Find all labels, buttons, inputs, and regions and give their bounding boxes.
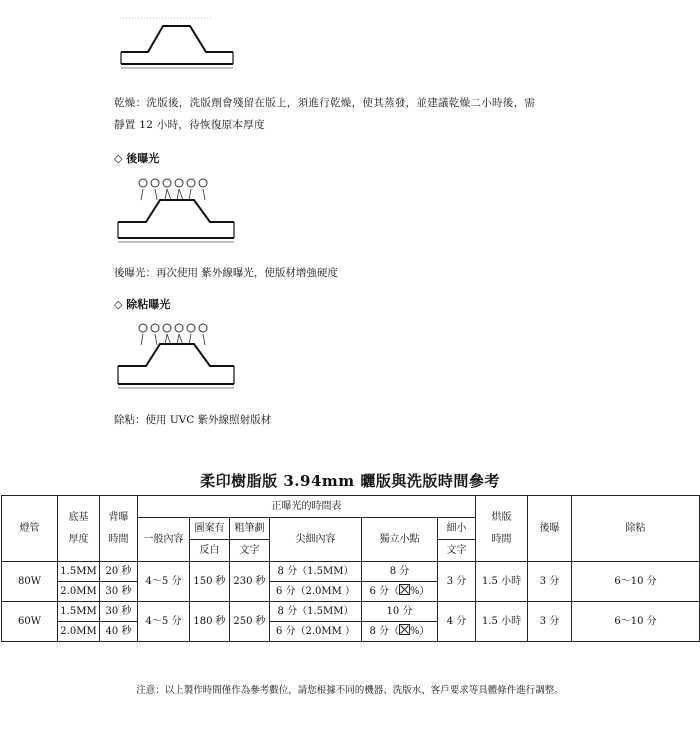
base-cell: 2.0MM <box>58 622 100 642</box>
post-cell: 3 分 <box>528 562 572 602</box>
fine-cell: 8 分（1.5MM） <box>270 562 362 582</box>
post-cell: 3 分 <box>528 602 572 642</box>
crossed-box-icon <box>399 624 410 635</box>
back-cell: 30 秒 <box>100 582 138 602</box>
lamp-cell: 80W <box>2 562 58 602</box>
header-pattern: 圖案有 <box>190 518 230 540</box>
header-detack: 除粘 <box>572 496 700 562</box>
post-exposure-heading: ◇ 後曝光 <box>114 152 160 165</box>
drying-paragraph-line-1: 乾燥：洗版後，洗版劑會殘留在版上，須進行乾燥，使其蒸發，並建議乾燥二小時後，需 <box>114 97 536 109</box>
header-fine: 尖細內容 <box>270 518 362 562</box>
dots-cell: 8 分 <box>362 562 438 582</box>
lamp-cell: 60W <box>2 602 58 642</box>
header-lamp: 燈管 <box>2 496 58 562</box>
post-exposure-caption: 後曝光：再次使用 紫外線曝光，使版材增強硬度 <box>114 267 338 279</box>
table-row <box>2 602 700 622</box>
header-general: 一般內容 <box>138 518 190 562</box>
exposure-time-table <box>1 495 700 642</box>
detack-cell: 6～10 分 <box>572 562 700 602</box>
back-cell: 30 秒 <box>100 602 138 622</box>
header-main-exposure: 正曝光的時間表 <box>138 496 476 518</box>
pattern-cell: 180 秒 <box>190 602 230 642</box>
header-small-text-2: 文字 <box>438 540 476 562</box>
detack-exposure-diagram <box>114 320 238 394</box>
fine-cell: 8 分（1.5MM） <box>270 602 362 622</box>
washed-plate-diagram <box>118 14 238 70</box>
table-row <box>2 562 700 582</box>
header-small-text: 細小 <box>438 518 476 540</box>
drying-paragraph-line-2: 靜置 12 小時，待恢復原本厚度 <box>114 119 265 131</box>
header-post-exposure: 後曝 <box>528 496 572 562</box>
dots-cell: 6 分（ %） <box>362 582 438 602</box>
header-pattern-2: 反白 <box>190 540 230 562</box>
thick-cell: 250 秒 <box>230 602 270 642</box>
header-back-exposure: 背曝 時間 <box>100 496 138 562</box>
header-bake-time: 烘版 時間 <box>476 496 528 562</box>
header-thick-2: 文字 <box>230 540 270 562</box>
back-cell: 40 秒 <box>100 622 138 642</box>
detack-caption: 除粘：使用 UVC 紫外線照射版材 <box>114 414 272 426</box>
post-exposure-diagram <box>114 174 238 250</box>
bake-cell: 1.5 小時 <box>476 562 528 602</box>
header-thick: 粗筆劃 <box>230 518 270 540</box>
header-base-thickness: 底基 厚度 <box>58 496 100 562</box>
base-cell: 1.5MM <box>58 562 100 582</box>
fine-cell: 6 分（2.0MM ） <box>270 622 362 642</box>
footnote: 注意：以上製作時間僅作為參考數位，請您根據不同的機器、洗版水、客戶要求等具體條件進行調整。 <box>136 685 564 696</box>
base-cell: 1.5MM <box>58 602 100 622</box>
detack-cell: 6～10 分 <box>572 602 700 642</box>
small-text-cell: 3 分 <box>438 562 476 602</box>
thick-cell: 230 秒 <box>230 562 270 602</box>
pattern-cell: 150 秒 <box>190 562 230 602</box>
table-title: 柔印樹脂版 3.94mm 曬版與洗版時間參考 <box>200 472 500 490</box>
base-cell: 2.0MM <box>58 582 100 602</box>
small-text-cell: 4 分 <box>438 602 476 642</box>
bake-cell: 1.5 小時 <box>476 602 528 642</box>
dots-cell: 10 分 <box>362 602 438 622</box>
general-cell: 4～5 分 <box>138 562 190 602</box>
fine-cell: 6 分（2.0MM ） <box>270 582 362 602</box>
detack-exposure-heading: ◇ 除粘曝光 <box>114 298 171 311</box>
dots-cell: 8 分（ %） <box>362 622 438 642</box>
general-cell: 4～5 分 <box>138 602 190 642</box>
back-cell: 20 秒 <box>100 562 138 582</box>
header-dots: 獨立小點 <box>362 518 438 562</box>
crossed-box-icon <box>399 584 410 595</box>
